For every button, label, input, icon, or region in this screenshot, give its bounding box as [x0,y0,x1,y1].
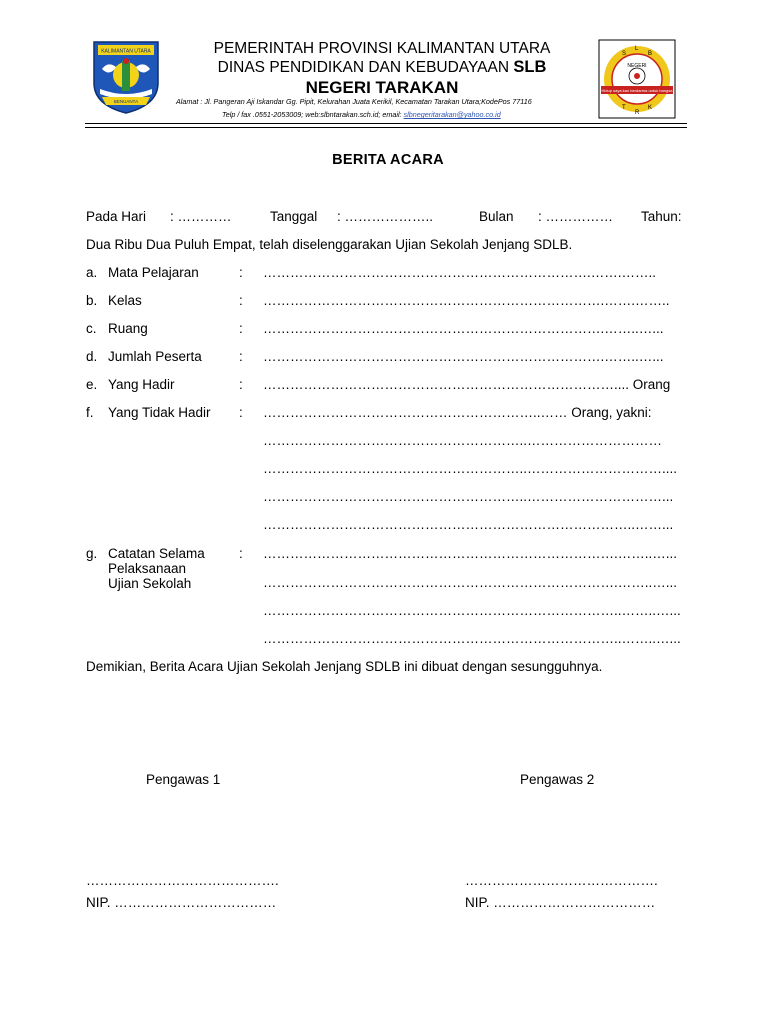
svg-text:BENUANTA: BENUANTA [113,99,139,104]
school-contact: Telp / fax .0551-2053009; web:slbntarakan.sch.id; email: slbnegeritarakan@yahoo.co.id [222,110,501,119]
letterhead-line-2: DINAS PENDIDIKAN DAN KEBUDAYAAN SLB [217,58,547,76]
item-fill-line: ……………………………………………………………………..……..…... [263,631,681,646]
item-letter: d. [86,349,98,364]
item-fill-line: …………………………………………………………………….……..…... [263,575,678,590]
item-letter: a. [86,265,98,280]
bulan-value: : …………… [538,209,614,224]
svg-text:R: R [635,110,640,116]
item-fill-line: …………………………………………………..………………………….... [263,461,678,476]
svg-text:L: L [635,46,639,52]
item-fill-line: ………………………………………………………………….…….…….. [263,293,670,308]
item-label: Mata Pelajaran [108,265,199,280]
item-fill-line: …………………………………………………………………….... Orang [263,377,671,392]
item-colon: : [239,321,243,336]
pengawas-2-title: Pengawas 2 [520,772,595,787]
item-colon: : [239,265,243,280]
tanggal-value: : ……………….. [337,209,434,224]
school-address: Alamat : Jl. Pangeran Aji Iskandar Gg. Pipit, Kelurahan Juata Kerikil, Kecamatan Tarakan Utara;KodePos 77116 [176,97,532,106]
item-letter: g. [86,546,98,561]
pengawas-2-nip: NIP. ……………………………… [465,895,656,910]
pada-hari-value: : ………… [170,209,232,224]
svg-text:T: T [622,105,626,111]
svg-text:S: S [622,51,627,57]
item-label: Ujian Sekolah [108,576,192,591]
item-label: Yang Tidak Hadir [108,405,211,420]
item-letter: c. [86,321,97,336]
pengawas-1-title: Pengawas 1 [146,772,221,787]
item-letter: e. [86,377,98,392]
svg-text:KALIMANTAN UTARA: KALIMANTAN UTARA [101,48,151,55]
item-fill-line: …………………………………………………………………….……..…... [263,546,678,561]
item-label: Jumlah Peserta [108,349,202,364]
item-fill-line: …………………………………………………..………………………… [263,433,663,448]
letterhead-rule [85,123,687,124]
item-label: Yang Hadir [108,377,175,392]
email-link[interactable]: slbnegeritarakan@yahoo.co.id [403,110,501,119]
item-fill-line: ……………………………………………………..…… Orang, yakni: [263,405,652,420]
intro-text: Dua Ribu Dua Puluh Empat, telah diselenggarakan Ujian Sekolah Jenjang SDLB. [86,237,573,252]
item-label: Pelaksanaan [108,561,187,576]
letterhead-line-1: PEMERINTAH PROVINSI KALIMANTAN UTARA [213,40,551,57]
pada-hari-label: Pada Hari [86,209,147,224]
item-fill-line: ……………………………………………………………………..……..…... [263,603,681,618]
item-fill-line: ……………………………………………………………….…….…….. [263,265,657,280]
item-colon: : [239,293,243,308]
tanggal-label: Tanggal [270,209,318,224]
item-fill-line: ………………………………………………………………………..……... [263,517,674,532]
closing-text: Demikian, Berita Acara Ujian Sekolah Jenjang SDLB ini dibuat dengan sesungguhnya. [86,659,603,674]
letterhead-rule-thin [85,127,687,128]
pengawas-2-signature-line: ……………………………………. [465,873,658,888]
svg-text:K: K [648,105,653,111]
province-emblem-logo [88,39,164,115]
svg-text:B: B [648,51,653,57]
pengawas-1-signature-line: ……………………………………. [86,873,279,888]
item-letter: b. [86,293,98,308]
item-fill-line: …………………………………………………..…………………………... [263,489,674,504]
item-label: Ruang [108,321,148,336]
tahun-label: Tahun: [641,209,682,224]
letterhead-line-3: NEGERI TARAKAN [305,78,459,97]
pengawas-1-nip: NIP. ……………………………… [86,895,277,910]
item-colon: : [239,546,243,561]
item-label: Catatan Selama [108,546,205,561]
item-fill-line: ………………………………………………………………….……..…... [263,349,664,364]
item-letter: f. [86,405,94,420]
school-emblem-logo [598,39,676,119]
item-label: Kelas [108,293,142,308]
bulan-label: Bulan [479,209,514,224]
svg-text:Hidup saya kan berdarma untuk: Hidup saya kan berdarma untuk bangsa [601,88,673,93]
item-colon: : [239,377,243,392]
document-title: BERITA ACARA [332,152,444,168]
item-colon: : [239,405,243,420]
svg-text:NEGERI: NEGERI [627,63,647,69]
item-colon: : [239,349,243,364]
item-fill-line: ………………………………………………………………….……..…... [263,321,664,336]
